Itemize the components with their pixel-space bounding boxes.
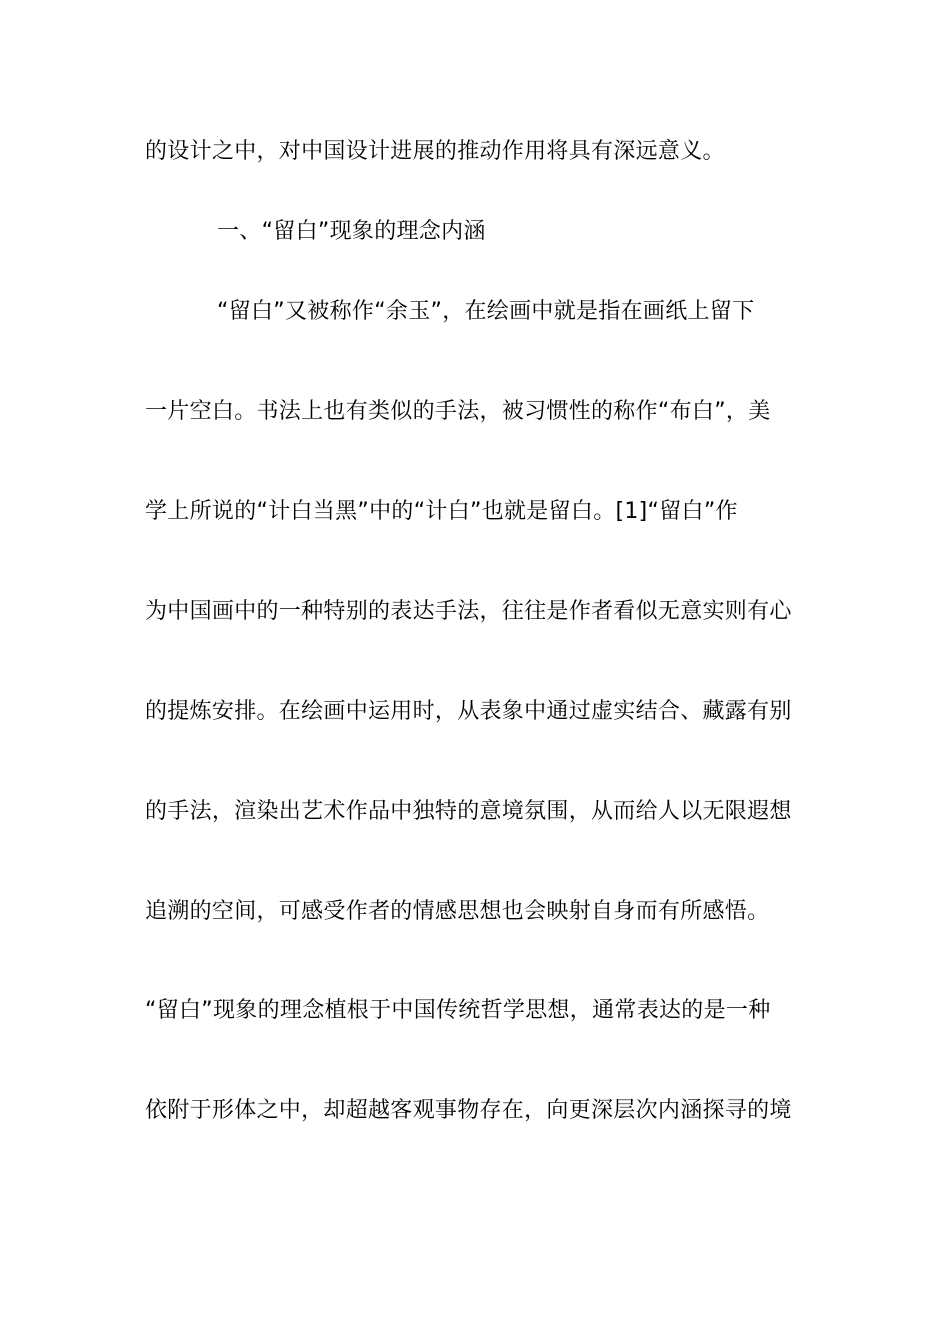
section-heading: 一、“留白”现象的理念内涵 [217,219,486,244]
paragraph-line: “留白”又被称作“余玉”，在绘画中就是指在画纸上留下 [217,299,755,324]
paragraph-line: 一片空白。书法上也有类似的手法，被习惯性的称作“布白”，美 [145,399,771,424]
paragraph-line: 的设计之中，对中国设计进展的推动作用将具有深远意义。 [145,139,725,164]
paragraph-line: 依附于形体之中，却超越客观事物存在，向更深层次内涵探寻的境 [145,1098,792,1123]
paragraph-line: 追溯的空间，可感受作者的情感思想也会映射自身而有所感悟。 [145,899,770,924]
paragraph-line: “留白”现象的理念植根于中国传统哲学思想，通常表达的是一种 [145,998,771,1023]
paragraph-line: 学上所说的“计白当黑”中的“计白”也就是留白。[1]“留白”作 [145,499,738,524]
paragraph-line: 的手法，渲染出艺术作品中独特的意境氛围，从而给人以无限遐想 [145,799,792,824]
paragraph-line: 的提炼安排。在绘画中运用时，从表象中通过虚实结合、藏露有别 [145,699,792,724]
paragraph-line: 为中国画中的一种特别的表达手法，往往是作者看似无意实则有心 [145,599,792,624]
